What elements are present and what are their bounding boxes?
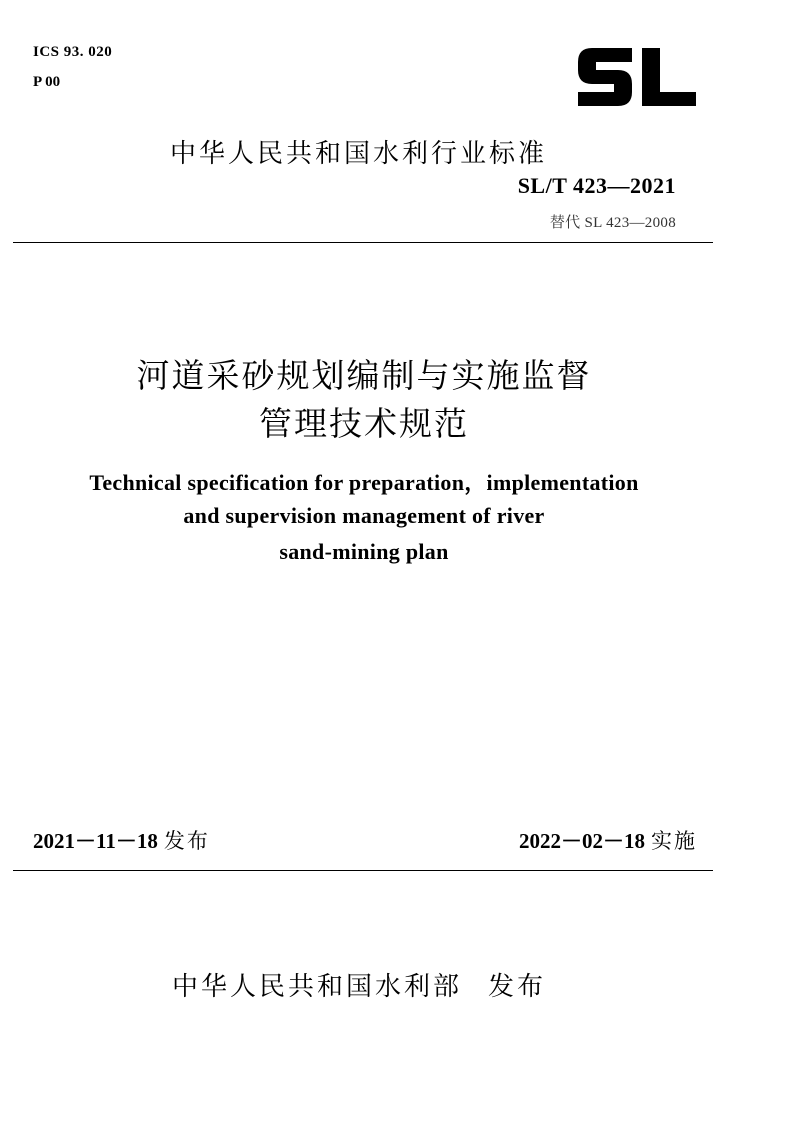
bottom-divider	[13, 870, 713, 871]
issue-date: 2021－11－18	[33, 829, 158, 853]
top-divider	[13, 242, 713, 243]
issue-label: 发布	[163, 829, 210, 853]
replaces-standard: 替代 SL 423—2008	[549, 215, 676, 231]
publisher-name: 中华人民共和国水利部	[172, 972, 463, 1002]
implement-date: 2022－02－18	[519, 829, 645, 853]
p-code: P 00	[33, 74, 61, 90]
sl-logo	[574, 40, 700, 112]
issue-date-block	[33, 825, 210, 855]
title-cn-line2: 管理技术规范	[259, 404, 469, 443]
implement-label: 实施	[651, 829, 697, 853]
title-cn-line1: 河道采砂规划编制与实施监督	[136, 356, 592, 395]
title-en-line2: and supervision management of river	[183, 503, 545, 528]
publisher-block	[172, 966, 546, 1003]
standard-number: SL/T 423—2021	[517, 173, 676, 198]
implement-date-block	[519, 825, 697, 855]
ics-code: ICS 93. 020	[33, 44, 113, 60]
publish-label: 发布	[488, 972, 547, 1002]
title-en-line3: sand-mining plan	[279, 539, 449, 564]
industry-standard-label: 中华人民共和国水利行业标准	[170, 139, 548, 169]
title-en-line1: Technical specification for preparation，implementation	[89, 470, 639, 495]
